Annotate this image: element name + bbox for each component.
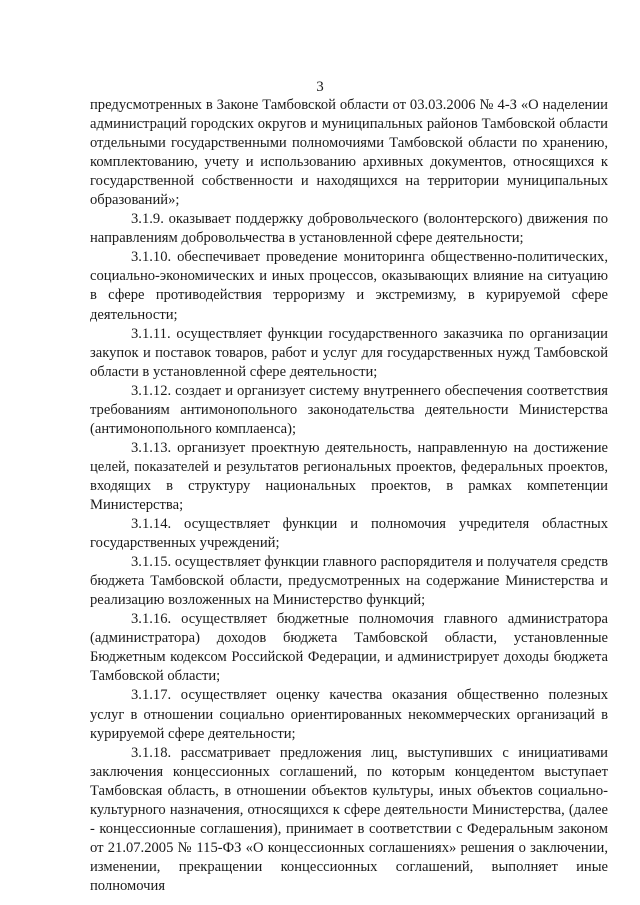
paragraph-3-1-18: 3.1.18. рассматривает предложения лиц, выступивших с инициативами заключения концессионных соглашений, по которым концедентом выступает Тамбовская область, в отношении объектов культуры, иных объектов социально-культурного назначения, относящихся к сфере деятельности Министерства, (далее - концессионные соглашения), принимает в соответствии с Федеральным законом от 21.07.2005 № 115-ФЗ «О концессионных соглашениях» решения о заключении, изменении, прекращении концессионных соглашений, выполняет иные полномочия (90, 744, 608, 894)
paragraph-3-1-9: 3.1.9. оказывает поддержку добровольческого (волонтерского) движения по направлениям добровольчества в установленной сфере деятельности; (90, 211, 608, 247)
paragraph-3-1-13: 3.1.13. организует проектную деятельность, направленную на достижение целей, показателей и результатов региональных проектов, федеральных проектов, входящих в структуру национальных проектов, в рамках компетенции Министерства; (90, 439, 608, 513)
paragraph-3-1-15: 3.1.15. осуществляет функции главного распорядителя и получателя средств бюджета Тамбовской области, предусмотренных на содержание Министерства и реализацию возложенных на Министерство функций; (90, 554, 608, 609)
document-body (90, 96, 608, 896)
paragraph-3-1-11: 3.1.11. осуществляет функции государственного заказчика по организации закупок и поставок товаров, работ и услуг для государственных нужд Тамбовской области в установленной сфере деятельности; (90, 325, 608, 380)
paragraph-3-1-17: 3.1.17. осуществляет оценку качества оказания общественно полезных услуг в отношении социально ориентированных некоммерческих организаций в курируемой сфере деятельности; (90, 687, 608, 742)
paragraph-3-1-14: 3.1.14. осуществляет функции и полномочия учредителя областных государственных учреждений; (90, 516, 608, 552)
paragraph-3-1-16: 3.1.16. осуществляет бюджетные полномочия главного администратора (администратора) доходов бюджета Тамбовской области, установленные Бюджетным кодексом Российской Федерации, и администрирует доходы бюджета Тамбовской области; (90, 611, 608, 685)
page-number: 3 (316, 79, 324, 95)
paragraph-continuation: предусмотренных в Законе Тамбовской области от 03.03.2006 № 4-З «О наделении администраций городских округов и муниципальных районов Тамбовской области отдельными государственными полномочиями Тамбовской области по хранению, комплектованию, учету и использованию архивных документов, относящихся к государственной собственности и находящихся на территории муниципальных образований»; (90, 97, 608, 209)
paragraph-3-1-12: 3.1.12. создает и организует систему внутреннего обеспечения соответствия требованиям антимонопольного законодательства деятельности Министерства (антимонопольного комплаенса); (90, 382, 608, 437)
paragraph-3-1-10: 3.1.10. обеспечивает проведение мониторинга общественно-политических, социально-экономических и иных процессов, оказывающих влияние на ситуацию в сфере противодействия терроризму и экстремизму, в курируемой сфере деятельности; (90, 249, 608, 323)
